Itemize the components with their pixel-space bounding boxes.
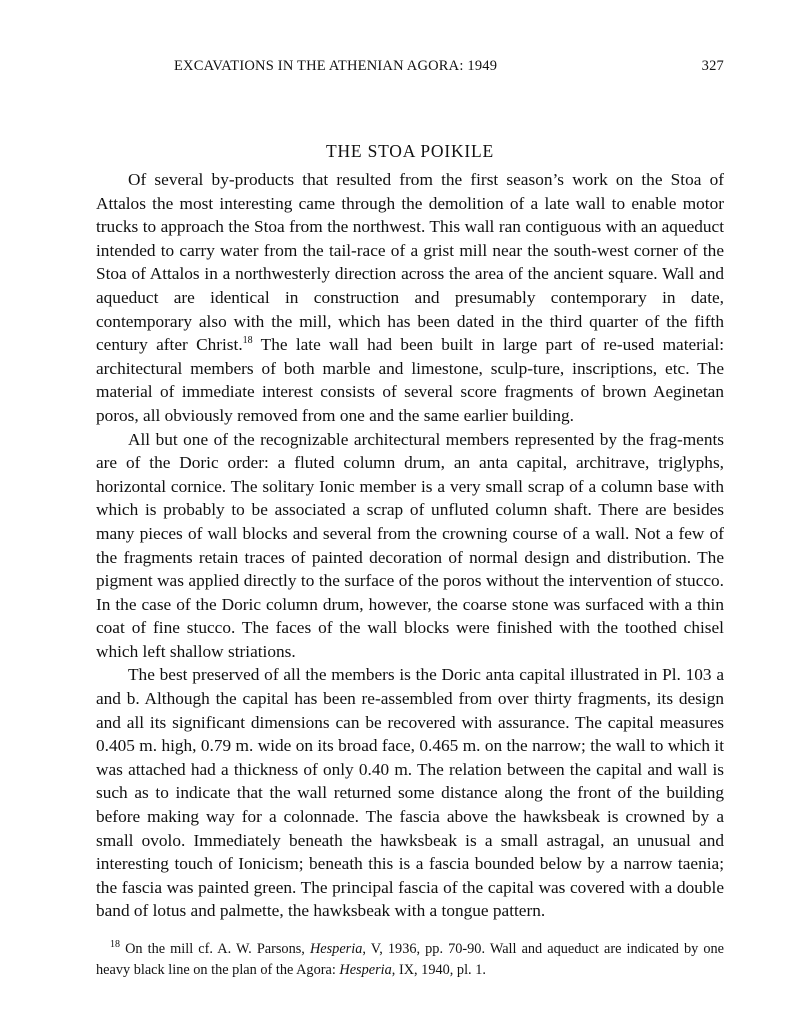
paragraph-1-text-b: The late wall had been built in large part of re-used material: architectural members of both marble and limestone, sculp-ture, inscriptions, etc. The material of immediate interest consists of several score fragments of brown Aeginetan poros, all obviously removed from one and the same earlier building. xyxy=(96,335,724,425)
footnote-journal-2: Hesperia xyxy=(339,961,392,978)
section-title: THE STOA POIKILE xyxy=(325,141,495,161)
paragraph-1-text-a: Of several by-products that resulted from the first season’s work on the Stoa of Attalos the most interesting came through the demolition of a late wall to enable motor trucks to approach the Stoa from the northwest. This wall ran contiguous with an aqueduct intended to carry water from the tail-race of a grist mill near the south-west corner of the Stoa of Attalos in a northwesterly direction across the area of the ancient square. Wall and aqueduct are identical in construction and presumably contemporary in date, contemporary also with the mill, which has been dated in the third quarter of the fifth century after Christ. xyxy=(96,170,724,355)
footnote-journal-1: Hesperia xyxy=(309,941,363,957)
running-head xyxy=(96,58,724,82)
running-title: EXCAVATIONS IN THE ATHENIAN AGORA: 1949 xyxy=(174,58,498,74)
footnote xyxy=(96,939,724,980)
paragraph-2: All but one of the recognizable architectural members represented by the frag-ments are of the Doric order: a fluted column drum, an anta capital, architrave, triglyphs, horizontal cornice. The solitary Ionic member is a very small scrap of a column base with which is probably to be associated a scrap of unfluted column shaft. There are besides many pieces of wall blocks and several from the crowning course of a wall. Not a few of the fragments retain traces of painted decoration of normal design and distribution. The pigment was applied directly to the surface of the poros without the intervention of stucco. In the case of the Doric column drum, however, the coarse stone was surfaced with a thin coat of fine stucco. The faces of the wall blocks were finished with the toothed chisel which left shallow striations. xyxy=(96,429,724,661)
paragraph-3: The best preserved of all the members is the Doric anta capital illustrated in Pl. 103 a and b. Although the capital has been re-assembled from over thirty fragments, its design and all its significant dimensions can be recovered with assurance. The capital measures 0.405 m. high, 0.79 m. wide on its broad face, 0.465 m. on the narrow; the wall to which it was attached had a thickness of only 0.40 m. The relation between the capital and wall is such as to indicate that the wall returned some distance along the front of the building before making way for a colonnade. The fascia above the hawksbeak is crowned by a small ovolo. Immediately beneath the hawksbeak is a small astragal, an unusual and interesting touch of Ionicism; beneath this is a fascia bounded below by a narrow taenia; the fascia was painted green. The principal fascia of the capital was covered with a double band of lotus and palmette, the hawksbeak with a tongue pattern. xyxy=(96,665,724,921)
footnote-number: 18 xyxy=(110,939,120,951)
paragraph-1 xyxy=(96,168,724,428)
page-number: 327 xyxy=(701,58,724,74)
footnote-text-c: , IX, 1940, pl. 1. xyxy=(391,961,486,978)
footnote-reference: 18 xyxy=(242,335,253,347)
page xyxy=(96,58,724,980)
footnote-text-a: On the mill cf. A. W. Parsons, xyxy=(120,941,310,957)
footnote-text-b: , V, 1936, pp. 70-90. Wall and aqueduct are indicated by one heavy black line on the plan of the Agora: xyxy=(96,941,724,978)
